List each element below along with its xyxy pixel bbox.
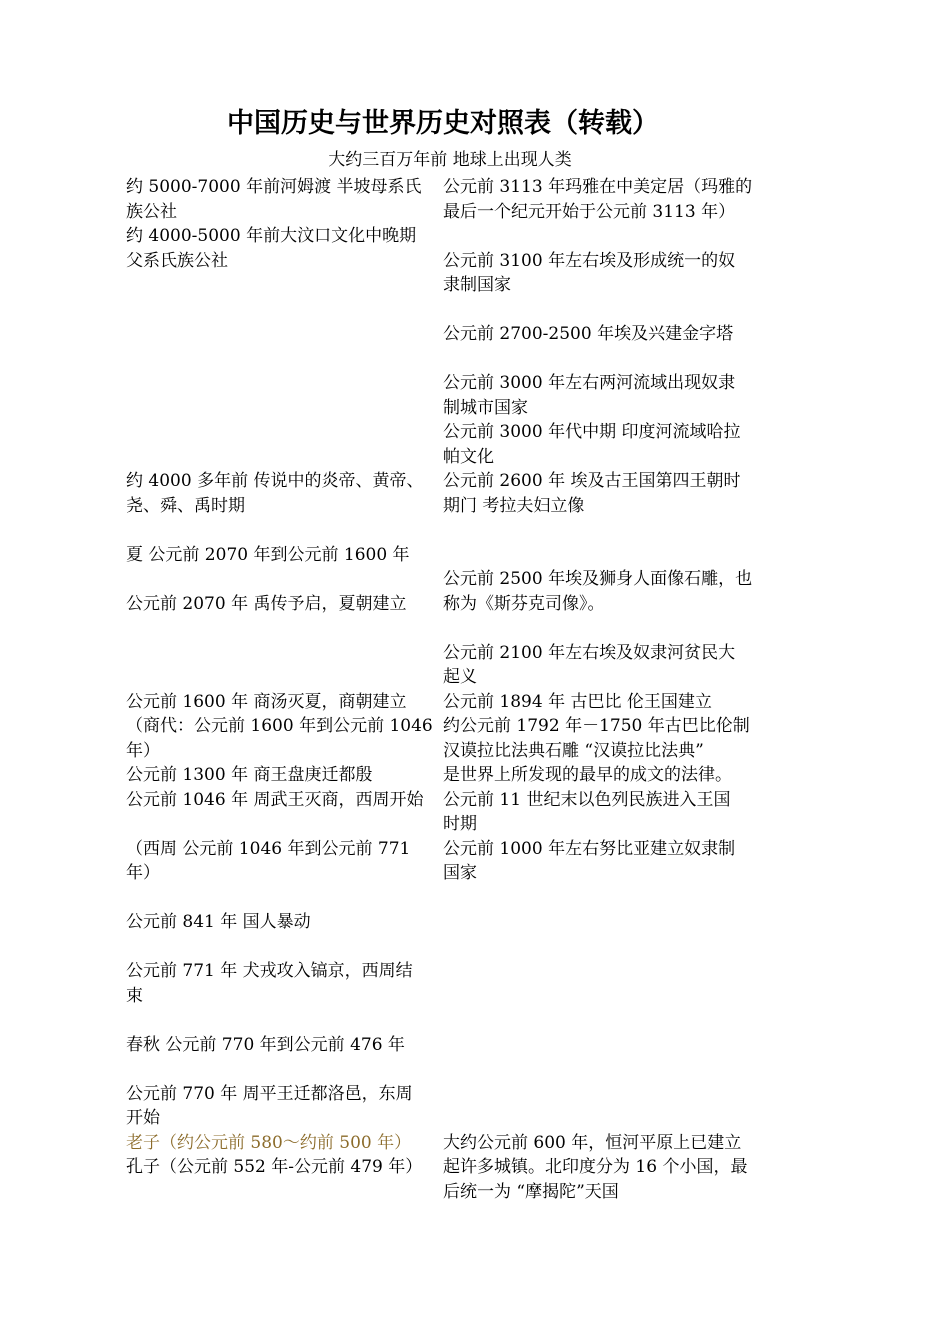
world-history-line: 公元前 2100 年左右埃及奴隶河贫民大 xyxy=(443,642,736,663)
china-history-line: 公元前 841 年 国人暴动 xyxy=(126,912,311,932)
world-history-line: 汉谟拉比法典石雕 “汉谟拉比法典” xyxy=(443,740,704,761)
china-history-line xyxy=(126,445,444,470)
world-history-line xyxy=(443,1057,779,1082)
china-history-line: 族公社 xyxy=(126,201,177,222)
world-history-line: 公元前 3000 年左右两河流域出现奴隶 xyxy=(443,373,736,393)
china-history-line xyxy=(126,812,444,837)
world-history-line xyxy=(443,543,779,568)
world-history-line xyxy=(443,959,779,984)
china-history-line xyxy=(126,298,444,323)
china-history-line: 老子（约公元前 580～约前 500 年） xyxy=(126,1132,412,1153)
world-history-line xyxy=(443,1106,779,1131)
world-history-line xyxy=(443,935,779,960)
world-history-line: 起许多城镇。北印度分为 16 个小国，最 xyxy=(443,1157,748,1177)
world-history-line xyxy=(443,1008,779,1033)
world-history-line xyxy=(443,886,779,911)
world-history-line: 时期 xyxy=(443,814,477,834)
world-history-line: 帕文化 xyxy=(443,446,494,467)
world-history-line xyxy=(443,910,779,935)
china-history-line xyxy=(126,420,444,445)
world-history-column xyxy=(443,175,779,1204)
china-history-line: 开始 xyxy=(126,1108,160,1128)
china-history-line xyxy=(126,1057,444,1082)
world-history-line: 国家 xyxy=(443,863,477,883)
world-history-line: 期门 考拉夫妇立像 xyxy=(443,495,585,516)
world-history-line: 最后一个纪元开始于公元前 3113 年） xyxy=(443,201,736,222)
china-history-line xyxy=(126,347,444,372)
world-history-line xyxy=(443,984,779,1009)
china-history-line xyxy=(126,567,444,592)
china-history-line: 公元前 1600 年 商汤灭夏，商朝建立 xyxy=(126,691,407,712)
china-history-line: 约 4000-5000 年前大汶口文化中晚期 xyxy=(126,226,417,246)
world-history-line xyxy=(443,347,779,372)
china-history-line: 父系氏族公社 xyxy=(126,250,228,271)
world-history-line: 公元前 1894 年 古巴比 伦王国建立 xyxy=(443,691,712,712)
page-subtitle: 大约三百万年前 地球上出现人类 xyxy=(328,150,572,170)
world-history-line: 约公元前 1792 年－1750 年古巴比伦制 xyxy=(443,716,750,736)
world-history-line: 后统一为 “摩揭陀”天国 xyxy=(443,1181,619,1202)
china-history-line: 约 5000-7000 年前河姆渡 半坡母系氏 xyxy=(126,177,422,197)
world-history-line: 制城市国家 xyxy=(443,397,528,418)
world-history-line: 公元前 2500 年埃及狮身人面像石雕，也 xyxy=(443,569,753,589)
world-history-line: 称为《斯芬克司像》。 xyxy=(443,593,605,614)
world-history-line: 公元前 2700-2500 年埃及兴建金字塔 xyxy=(443,324,734,344)
world-history-line: 起义 xyxy=(443,667,477,687)
world-history-line xyxy=(443,1033,779,1058)
world-history-line: 公元前 11 世纪末以色列民族进入王国 xyxy=(443,789,731,810)
world-history-line: 公元前 1000 年左右努比亚建立奴隶制 xyxy=(443,838,736,859)
china-history-line xyxy=(126,322,444,347)
china-history-line: 公元前 1300 年 商王盘庚迁都殷 xyxy=(126,765,373,785)
china-history-line xyxy=(126,616,444,641)
world-history-line xyxy=(443,224,779,249)
world-history-line xyxy=(443,1082,779,1107)
china-history-line: 尧、舜、禹时期 xyxy=(126,495,245,516)
china-history-line xyxy=(126,935,444,960)
china-history-line xyxy=(126,1008,444,1033)
china-history-line: 年） xyxy=(126,863,160,883)
china-history-column xyxy=(126,175,444,1180)
china-history-line: 公元前 771 年 犬戎攻入镐京，西周结 xyxy=(126,961,413,981)
china-history-line xyxy=(126,886,444,911)
china-history-line: 公元前 770 年 周平王迁都洛邑，东周 xyxy=(126,1083,413,1104)
china-history-line: 束 xyxy=(126,985,143,1006)
china-history-line: 夏 公元前 2070 年到公元前 1600 年 xyxy=(126,544,410,565)
page-title: 中国历史与世界历史对照表（转载） xyxy=(227,108,659,139)
world-history-line: 是世界上所发现的最早的成文的法律。 xyxy=(443,765,732,785)
world-history-line: 隶制国家 xyxy=(443,275,511,295)
china-history-line: 春秋 公元前 770 年到公元前 476 年 xyxy=(126,1034,405,1055)
world-history-line xyxy=(443,518,779,543)
china-history-line: （西周 公元前 1046 年到公元前 771 xyxy=(126,838,411,859)
world-history-line: 公元前 3100 年左右埃及形成统一的奴 xyxy=(443,250,736,271)
china-history-line xyxy=(126,396,444,421)
china-history-line: 公元前 2070 年 禹传予启，夏朝建立 xyxy=(126,593,407,614)
world-history-line: 大约公元前 600 年，恒河平原上已建立 xyxy=(443,1132,742,1153)
world-history-line xyxy=(443,298,779,323)
world-history-line xyxy=(443,616,779,641)
china-history-line: （商代：公元前 1600 年到公元前 1046 xyxy=(126,716,433,736)
china-history-line xyxy=(126,641,444,666)
world-history-line: 公元前 3000 年代中期 印度河流域哈拉 xyxy=(443,422,741,442)
china-history-line: 孔子（公元前 552 年-公元前 479 年） xyxy=(126,1157,423,1177)
china-history-line xyxy=(126,518,444,543)
china-history-line xyxy=(126,273,444,298)
world-history-line: 公元前 3113 年玛雅在中美定居（玛雅的 xyxy=(443,177,753,197)
china-history-line: 年） xyxy=(126,740,160,761)
china-history-line xyxy=(126,665,444,690)
china-history-line: 公元前 1046 年 周武王灭商，西周开始 xyxy=(126,789,424,810)
world-history-line: 公元前 2600 年 埃及古王国第四王朝时 xyxy=(443,471,741,491)
china-history-line xyxy=(126,371,444,396)
china-history-line: 约 4000 多年前 传说中的炎帝、黄帝、 xyxy=(126,471,424,491)
